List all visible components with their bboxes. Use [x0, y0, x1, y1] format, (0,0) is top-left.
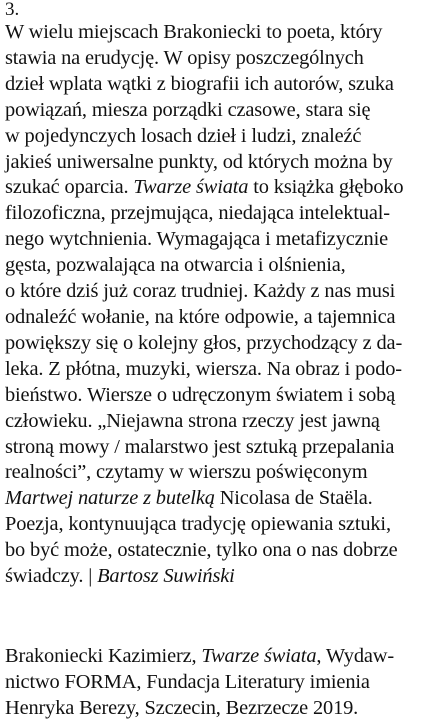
- citation-author: Brakoniecki Kazimierz,: [5, 645, 197, 667]
- review-line: powiązań, miesza porządki czasowe, stara się: [5, 98, 371, 121]
- review-line: jakieś uniwersalne punkty, od których można by: [5, 150, 393, 173]
- review-line: Poezja, kontynuująca tradycję opiewania sztuki,: [5, 513, 391, 536]
- review-line: dzieł wplata wątki z biografii ich autorów, szuka: [5, 72, 394, 95]
- review-line: W wielu miejscach Brakoniecki to poeta, który: [5, 21, 383, 43]
- review-line: [5, 175, 426, 201]
- citation-line: Henryka Berezy, Szczecin, Bezrzecze 2019.: [5, 696, 359, 719]
- section-number: 3.: [5, 0, 20, 20]
- review-line: leka. Z płótna, muzyki, wiersza. Na obraz i podo-: [5, 357, 402, 380]
- review-text-segment: świadczy. |: [5, 565, 93, 588]
- review-line: nego wytchnienia. Wymagająca i metafizycznie: [5, 228, 389, 251]
- review-line: człowieku. „Niejawna strona rzeczy jest jawną: [5, 409, 380, 432]
- review-text: [5, 20, 426, 590]
- review-line: powiększy się o kolejny głos, przychodzący z da-: [5, 331, 403, 354]
- book-citation: [5, 644, 394, 722]
- book-title: Twarze świata: [133, 176, 249, 199]
- review-line: realności”, czytamy w wierszu poświęconym: [5, 461, 368, 484]
- review-line: [5, 564, 426, 590]
- author-signature: Bartosz Suwiński: [97, 565, 235, 588]
- review-text-segment: Nicolasa de Staëla.: [219, 487, 373, 510]
- review-text-segment: to książka głęboko: [253, 176, 404, 199]
- review-line: stroną mowy / malarstwo jest sztuką przepalania: [5, 435, 395, 458]
- review-text-segment: szukać oparcia.: [5, 176, 129, 199]
- review-line: o które dziś już coraz trudniej. Każdy z nas musi: [5, 280, 396, 303]
- review-line: bo być może, ostatecznie, tylko ona o nas dobrze: [5, 539, 398, 562]
- citation-title: Twarze świata: [201, 645, 317, 667]
- citation-publisher-start: , Wydaw-: [316, 645, 394, 667]
- artwork-title: Martwej naturze z butelką: [5, 487, 215, 510]
- review-line: bieństwo. Wiersze o udręczonym światem i sobą: [5, 383, 396, 406]
- review-line: gęsta, pozwalająca na otwarcia i olśnienia,: [5, 254, 346, 277]
- review-line: odnaleźć wołanie, na które odpowie, a tajemnica: [5, 305, 396, 328]
- citation-line: nictwo FORMA, Fundacja Literatury imienia: [5, 670, 370, 693]
- review-line: w pojedynczych losach dzieł i ludzi, znaleźć: [5, 124, 362, 147]
- review-line: stawia na erudycję. W opisy poszczególnych: [5, 46, 364, 69]
- citation-line: [5, 644, 394, 670]
- review-line: filozoficzna, przejmująca, niedająca intelektual-: [5, 202, 390, 225]
- review-line: [5, 486, 426, 512]
